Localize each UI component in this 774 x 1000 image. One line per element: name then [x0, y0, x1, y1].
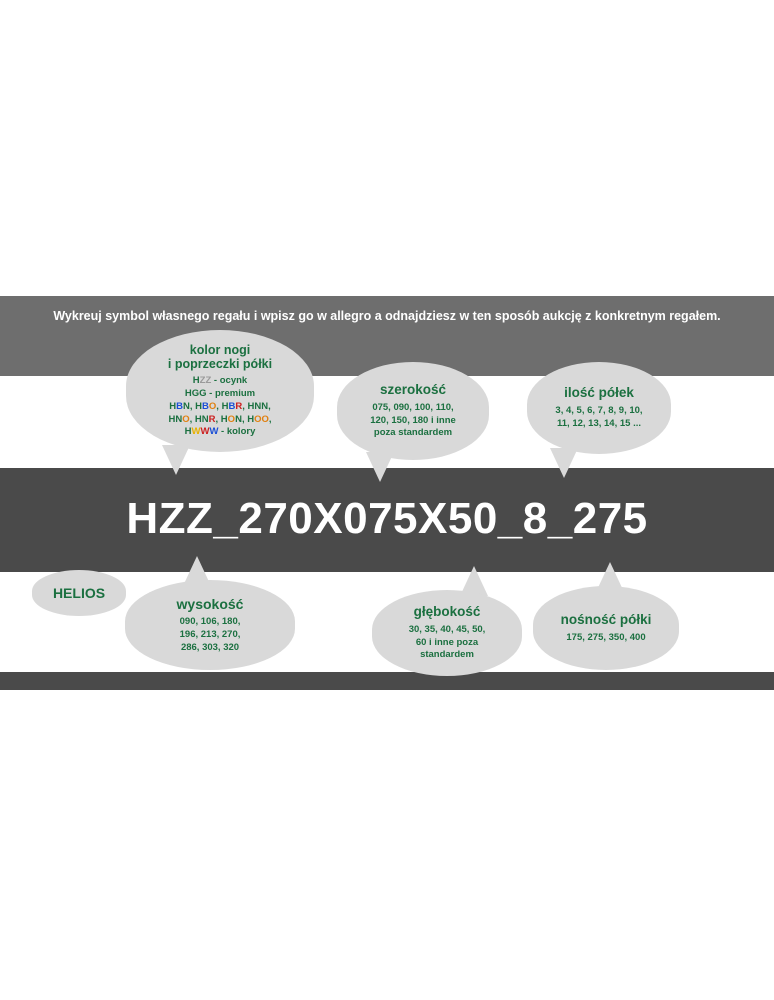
bubble-nosnosc-line1: 175, 275, 350, 400: [566, 631, 646, 643]
bubble-wysokosc-line3: 286, 303, 320: [180, 641, 240, 653]
bubble-kolor-line2: HGG - premium: [184, 388, 256, 400]
bubble-helios-label: HELIOS: [52, 584, 106, 601]
bubble-wysokosc-line2: 196, 213, 270,: [179, 628, 241, 640]
bubble-kolor-body: [169, 375, 272, 439]
bubble-wysokosc: [125, 580, 295, 670]
bubble-kolor-line1: HZZ - ocynk: [192, 375, 248, 387]
bubble-szerokosc-tail: [366, 452, 394, 482]
bubble-nosnosc-body: [566, 632, 645, 645]
bubble-szerokosc: [337, 362, 489, 460]
bubble-ilosc-body: [555, 405, 642, 431]
bubble-szerokosc-line2: 120, 150, 180 i inne: [370, 414, 456, 426]
bubble-kolor-title: [168, 343, 272, 373]
bubble-glebokosc-line2: 60 i inne poza: [415, 636, 479, 648]
background-band-bottom: [0, 672, 774, 690]
bubble-glebokosc: [372, 590, 522, 676]
bubble-kolor-line4: HNO, HNR, HON, HOO,: [168, 413, 272, 425]
bubble-kolor-nogi: [126, 330, 314, 452]
headline-text: Wykreuj symbol własnego regału i wpisz go w allegro a odnajdziesz w ten sposób aukcję z konkretnym regałem.: [53, 309, 721, 323]
bubble-ilosc-tail: [550, 448, 578, 478]
bubble-szerokosc-line1: 075, 090, 100, 110,: [372, 401, 454, 413]
bubble-szerokosc-body: [370, 402, 456, 440]
bubble-glebokosc-title: głębokość: [413, 603, 481, 619]
bubble-szerokosc-line3: poza standardem: [373, 427, 453, 439]
bubble-wysokosc-line1: 090, 106, 180,: [179, 616, 241, 628]
bubble-ilosc-title: ilość półek: [564, 385, 634, 401]
bubble-szerokosc-title: szerokość: [379, 381, 447, 397]
bubble-kolor-line5: HWWW - kolory: [184, 426, 256, 438]
bubble-kolor-tail: [162, 445, 190, 475]
bubble-glebokosc-body: [409, 624, 486, 662]
bubble-nosnosc-polki: [533, 586, 679, 670]
product-code: HZZ_270X075X50_8_275: [126, 494, 648, 543]
bubble-ilosc-line2: 11, 12, 13, 14, 15 ...: [557, 417, 641, 429]
bubble-ilosc-polek: [527, 362, 671, 454]
bubble-nosnosc-title: nośność półki: [560, 611, 652, 627]
bubble-kolor-title-line1: kolor nogi: [189, 342, 251, 357]
bubble-kolor-title-line2: i poprzeczki półki: [167, 357, 273, 372]
bubble-glebokosc-line3: standardem: [420, 649, 474, 661]
bubble-kolor-line3: HBN, HBO, HBR, HNN,: [169, 400, 271, 412]
bubble-helios-brand: [32, 570, 126, 616]
bubble-ilosc-line1: 3, 4, 5, 6, 7, 8, 9, 10,: [555, 405, 643, 417]
bubble-wysokosc-title: wysokość: [176, 595, 244, 612]
bubble-wysokosc-body: [180, 616, 241, 654]
bubble-glebokosc-line1: 30, 35, 40, 45, 50,: [408, 623, 486, 635]
